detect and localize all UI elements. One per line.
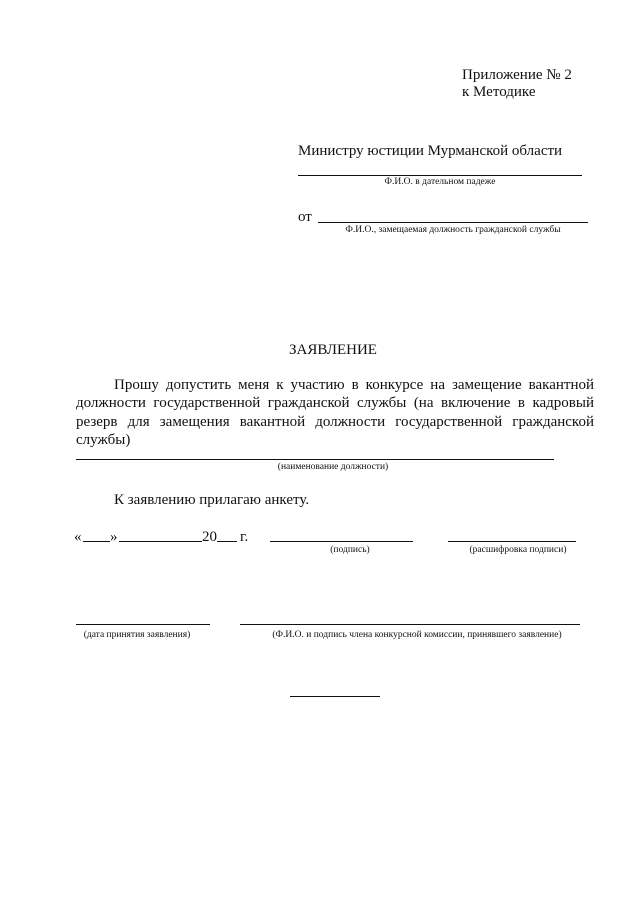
signature-line	[270, 541, 413, 542]
commission-member-caption: (Ф.И.О. и подпись члена конкурсной комиссии, принявшего заявление)	[272, 630, 562, 640]
appendix-number: Приложение № 2	[462, 67, 572, 83]
from-caption: Ф.И.О., замещаемая должность гражданской службы	[345, 225, 561, 235]
date-quote-open: «	[74, 529, 82, 545]
date-month-line	[119, 541, 202, 542]
addressee-line: Министру юстиции Мурманской области	[298, 143, 563, 159]
request-paragraph: Прошу допустить меня к участию в конкурсе на замещение вакантной должности государственной гражданской службы (на включение в кадровый резерв для замещения вакантной должности государственной гражданской службы)	[76, 377, 594, 449]
position-line	[76, 459, 554, 460]
from-prefix: от	[298, 209, 312, 225]
acceptance-date-caption: (дата принятия заявления)	[83, 630, 191, 640]
date-year-suffix: г.	[240, 529, 249, 545]
from-line	[318, 222, 588, 223]
date-year-prefix: 20	[202, 529, 217, 545]
date-year-line	[217, 541, 237, 542]
closing-separator	[290, 696, 380, 697]
acceptance-date-line	[76, 624, 210, 625]
addressee-name-caption: Ф.И.О. в дательном падеже	[384, 177, 496, 187]
decoding-line	[448, 541, 576, 542]
decoding-caption: (расшифровка подписи)	[469, 545, 567, 555]
addressee-name-line	[298, 175, 582, 176]
signature-caption: (подпись)	[330, 545, 370, 555]
commission-member-line	[240, 624, 580, 625]
position-caption: (наименование должности)	[277, 462, 389, 472]
attachment-note: К заявлению прилагаю анкету.	[114, 492, 310, 508]
appendix-reference: к Методике	[462, 84, 536, 100]
date-day-line	[83, 541, 110, 542]
date-quote-close: »	[110, 529, 118, 545]
document-title: ЗАЯВЛЕНИЕ	[289, 342, 377, 358]
